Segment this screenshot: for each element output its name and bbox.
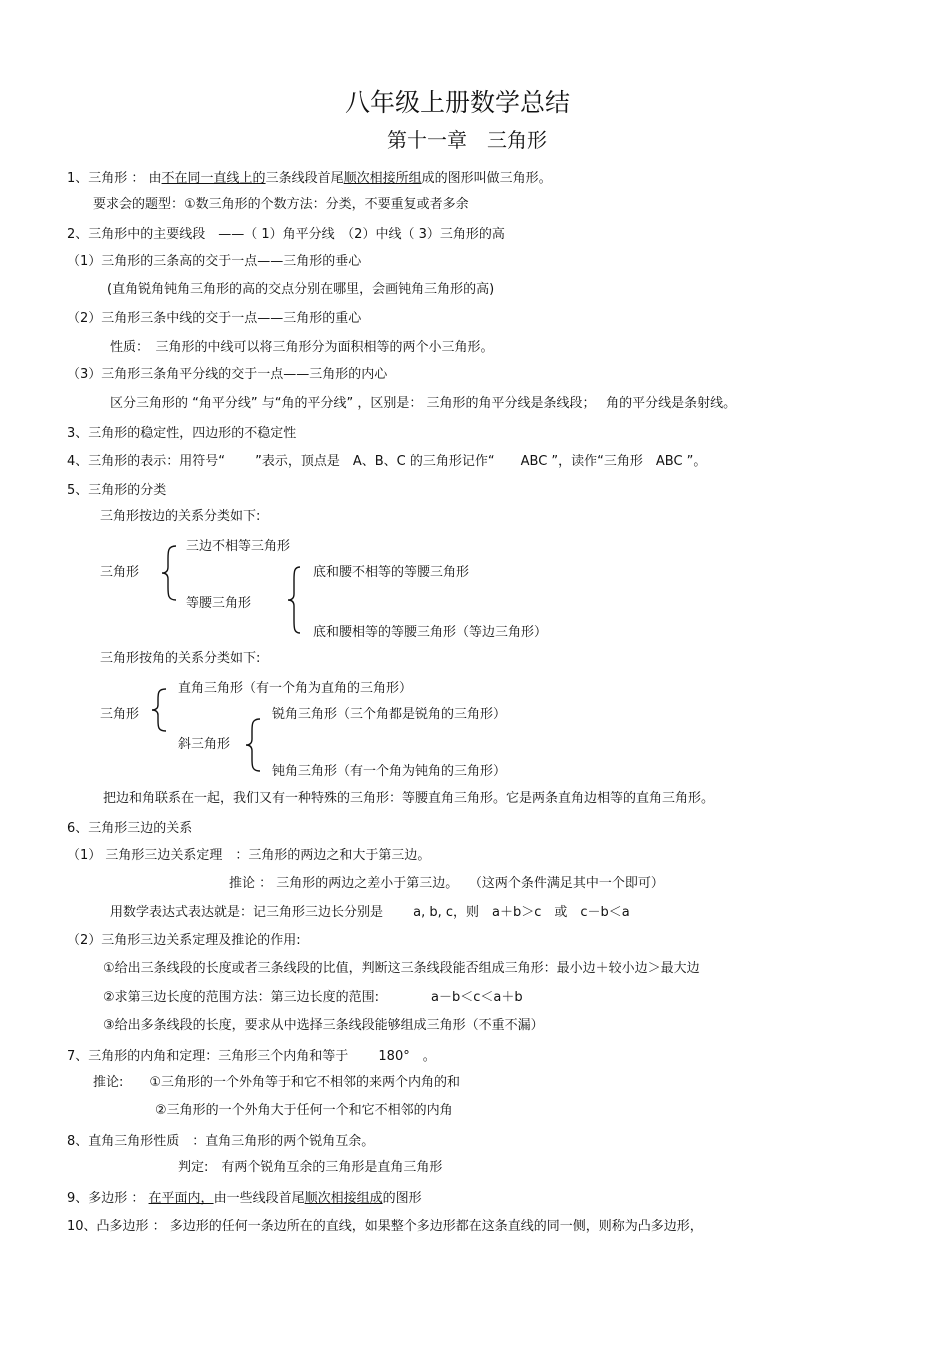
s2-point-2-note: 性质： 三角形的中线可以将三角形分为面积相等的两个小三角形。 — [110, 340, 494, 355]
s2-point-3: （3）三角形三条角平分线的交于一点——三角形的内心 — [67, 367, 388, 382]
s1-definition — [67, 170, 552, 188]
angle-brace-oblique — [244, 718, 264, 772]
s2-point-1: （1）三角形的三条高的交于一点——三角形的垂心 — [67, 254, 362, 269]
s10-definition: 10、凸多边形 ： 多边形的任何一条边所在的直线，如果整个多边形都在这条直线的同一侧，则称为凸多边形， — [67, 1219, 703, 1234]
s1-mid: 三条线段首尾 — [265, 171, 344, 186]
s9-underline-2: 顺次相接组成 — [304, 1191, 383, 1206]
angle-tree-root: 三角形 — [100, 707, 140, 722]
angle-tree-b2: 钝角三角形（有一个角为钝角的三角形） — [272, 764, 507, 779]
s4-heading: 4、三角形的表示：用符号“ ”表示，顶点是 A、B、C 的三角形记作“ ABC ”，读作“三角形 ABC ”。 — [67, 454, 707, 469]
side-tree-b2: 底和腰相等的等腰三角形（等边三角形） — [313, 625, 548, 640]
s1-requirement: 要求会的题型：①数三角形的个数方法：分类，不要重复或者多余 — [93, 197, 469, 212]
s1-underline-1: 不在同一直线上的 — [161, 171, 266, 186]
s2-point-1-note: (直角锐角钝角三角形的高的交点分别在哪里，会画钝角三角形的高) — [107, 282, 495, 297]
s8-judgement: 判定: 有两个锐角互余的三角形是直角三角形 — [178, 1160, 443, 1175]
s7-heading: 7、三角形的内角和定理：三角形三个内角和等于 180° 。 — [67, 1049, 436, 1064]
s5-by-side-intro: 三角形按边的关系分类如下: — [100, 509, 261, 524]
s5-heading: 5、三角形的分类 — [67, 483, 167, 498]
s8-heading: 8、直角三角形性质 ：直角三角形的两个锐角互余。 — [67, 1134, 375, 1149]
angle-tree-b: 斜三角形 — [178, 737, 231, 752]
s9-mid: 由一些线段首尾 — [213, 1191, 305, 1206]
s6-point-2: （2）三角形三边关系定理及推论的作用: — [67, 933, 301, 948]
angle-tree-a: 直角三角形（有一个角为直角的三角形） — [178, 681, 413, 696]
s5-combined-note: 把边和角联系在一起，我们又有一种特殊的三角形：等腰直角三角形。它是两条直角边相等的直角三角形。 — [103, 791, 715, 806]
s6-point-2-item-3: ③给出多条线段的长度，要求从中选择三条线段能够组成三角形（不重不漏） — [103, 1018, 544, 1033]
s2-point-2: （2）三角形三条中线的交于一点——三角形的重心 — [67, 311, 362, 326]
s9-prefix: 9、多边形 ： — [67, 1191, 149, 1206]
s9-definition — [67, 1190, 422, 1208]
s2-heading: 2、三角形中的主要线段 ——（ 1）角平分线 （2）中线（ 3）三角形的高 — [67, 227, 505, 242]
side-tree-b: 等腰三角形 — [186, 596, 252, 611]
s6-point-1-corollary: 推论 ： 三角形的两边之差小于第三边。 （这两个条件满足其中一个即可） — [229, 876, 664, 891]
s5-by-angle-intro: 三角形按角的关系分类如下: — [100, 651, 261, 666]
s6-point-1-expression: 用数学表达式表达就是：记三角形三边长分别是 a, b, c，则 a＋b＞c 或 c－b＜a — [110, 905, 630, 920]
side-tree-root: 三角形 — [100, 565, 140, 580]
s9-underline-1: 在平面内， — [148, 1191, 214, 1206]
s7-corollary-2: ②三角形的一个外角大于任何一个和它不相邻的内角 — [155, 1103, 453, 1118]
s6-heading: 6、三角形三边的关系 — [67, 821, 193, 836]
angle-tree-b1: 锐角三角形（三个角都是锐角的三角形） — [272, 707, 507, 722]
side-tree-b1: 底和腰不相等的等腰三角形 — [313, 565, 470, 580]
s1-suffix: 成的图形叫做三角形。 — [421, 171, 552, 186]
s3-heading: 3、三角形的稳定性，四边形的不稳定性 — [67, 426, 297, 441]
angle-brace-main — [150, 688, 170, 732]
s6-point-2-item-2: ②求第三边长度的范围方法：第三边长度的范围: a－b＜c＜a＋b — [103, 990, 523, 1005]
s6-point-1: （1） 三角形三边关系定理 ：三角形的两边之和大于第三边。 — [67, 848, 431, 863]
side-brace-main — [160, 545, 180, 601]
chapter-title: 第十一章 三角形 — [387, 128, 547, 152]
s9-suffix: 的图形 — [382, 1191, 422, 1206]
doc-title: 八年级上册数学总结 — [345, 88, 571, 117]
s1-underline-2: 顺次相接所组 — [343, 171, 422, 186]
s7-corollary-1: 推论: ①三角形的一个外角等于和它不相邻的来两个内角的和 — [93, 1075, 461, 1090]
side-brace-isosceles — [286, 566, 306, 634]
s2-point-3-note: 区分三角形的 “角平分线” 与“角的平分线” ，区别是： 三角形的角平分线是条线段； 角的平分线是条射线。 — [110, 396, 737, 411]
s1-prefix: 1、三角形 ： 由 — [67, 171, 162, 186]
side-tree-a: 三边不相等三角形 — [186, 539, 291, 554]
s6-point-2-item-1: ①给出三条线段的长度或者三条线段的比值，判断这三条线段能否组成三角形：最小边＋较小边＞最大边 — [103, 961, 700, 976]
